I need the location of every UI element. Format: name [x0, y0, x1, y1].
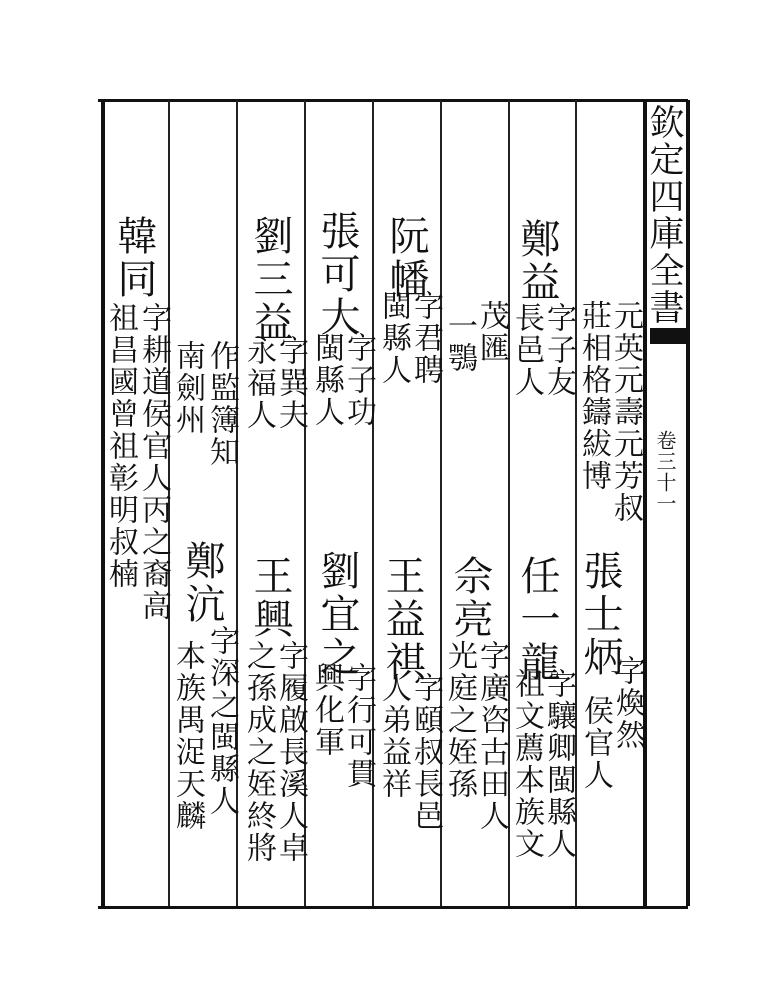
- col5-desc-1a: 字子功: [341, 332, 376, 428]
- margin-outer-border: [686, 100, 690, 906]
- col7-desc-2a: 字深之閩縣人: [204, 625, 239, 817]
- col6-name-2: 王興: [247, 555, 293, 641]
- col7-note-a: 作監簿知: [204, 340, 239, 468]
- col1-desc-a: 字煥然: [610, 655, 645, 751]
- col5-desc-2a: 字行可貫: [341, 662, 376, 790]
- fish-tail-mark: [650, 328, 686, 344]
- col6-desc-2a: 字履啟長溪人卓: [273, 640, 308, 864]
- col6-desc-1b: 永福人: [241, 335, 276, 431]
- col3-note-a: 茂匯: [474, 300, 509, 364]
- col1-desc-b: 侯官人: [578, 695, 613, 791]
- col4-desc-1b: 閩縣人: [376, 290, 411, 386]
- col6-desc-1a: 字巽夫: [273, 335, 308, 431]
- col4-name-2: 王益祺: [379, 555, 425, 684]
- col1-small-a: 元英元壽元芳叔: [608, 300, 643, 524]
- col2-name-2: 任一龍: [514, 555, 560, 684]
- col8-desc-1b: 祖昌國曾祖彰明叔楠: [103, 302, 138, 590]
- col1-name: 張士炳: [577, 550, 623, 679]
- col2-desc-1b: 長邑人: [509, 302, 544, 398]
- col8-desc-1a: 字耕道侯官人丙之裔高: [136, 302, 171, 622]
- col2-desc-2b: 祖文薦本族文: [509, 668, 544, 860]
- bottom-border: [98, 906, 688, 909]
- col3-note-b: 一鶚: [442, 310, 477, 374]
- col5-name-2: 劉宜之: [314, 550, 360, 679]
- col3-desc-2b: 光庭之姪孫: [442, 640, 477, 800]
- top-border: [98, 99, 688, 102]
- col4-desc-2a: 字頤叔長邑: [408, 672, 443, 832]
- col4-desc-2b: 人弟益祥: [376, 672, 411, 800]
- margin-title: 欽定四庫全書: [644, 104, 684, 326]
- col6-desc-2b: 之孫成之姪終將: [241, 640, 276, 864]
- col6-name-1: 劉三益: [247, 215, 293, 344]
- margin-juan: 卷三十一: [653, 430, 677, 514]
- col1-small-b: 莊相格鑄紱博: [576, 300, 611, 492]
- col8-name-1: 韓同: [111, 215, 157, 301]
- col7-note-b: 南劍州: [170, 340, 205, 436]
- col5-desc-1b: 閩縣人: [309, 332, 344, 428]
- col4-desc-1a: 字君聘: [408, 290, 443, 386]
- col3-desc-2a: 字廣咨古田人: [474, 640, 509, 832]
- col2-name-1: 鄭益: [514, 218, 560, 304]
- col2-desc-1a: 字子友: [541, 302, 576, 398]
- col7-name-2: 鄭沆: [179, 540, 225, 626]
- col5-desc-2b: 興化軍: [309, 662, 344, 758]
- col7-desc-2b: 本族禺浞天麟: [170, 640, 205, 832]
- col2-desc-2a: 字驤卿閩縣人: [541, 668, 576, 860]
- col3-name-2: 佘亮: [447, 555, 493, 641]
- col4-name-1: 阮幡: [383, 215, 429, 301]
- col5-name-1: 張可大: [314, 210, 360, 339]
